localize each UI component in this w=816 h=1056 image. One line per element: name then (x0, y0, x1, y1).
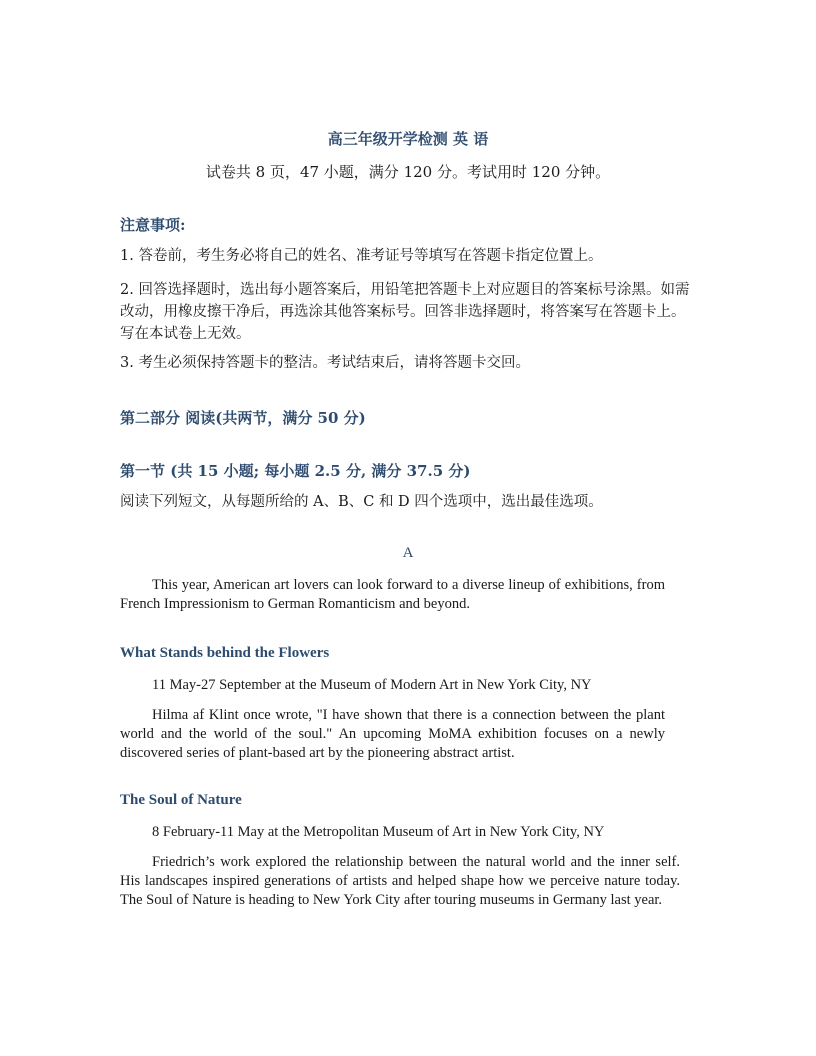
exam-info: 试卷共 8 页，47 小题，满分 120 分。考试用时 120 分钟。 (205, 163, 611, 181)
part2-heading: 第二部分 阅读(共两节，满分 50 分) (120, 409, 366, 427)
notice-item-1: 1. 答卷前，考生务必将自己的姓名、准考证号等填写在答题卡指定位置上。 (120, 248, 603, 264)
notice-item-3: 3. 考生必须保持答题卡的整洁。考试结束后，请将答题卡交回。 (120, 355, 530, 371)
exhibit-1-text: Hilma af Klint once wrote, "I have shown that there is a connection between the plant world and the world of the soul." An upcoming MoMA exhibition focuses on a newly discovered series of plant-based art by the pioneering abstract artist. (120, 707, 665, 761)
passage-intro: This year, American art lovers can look forward to a diverse lineup of exhibitions, from French Impressionism to German Romanticism and beyond. (120, 577, 665, 612)
notice-item-2: 2. 回答选择题时，选出每小题答案后，用铅笔把答题卡上对应题目的答案标号涂黑。如需改动，用橡皮擦干净后，再选涂其他答案标号。回答非选择题时，将答案写在答题卡上。写在本试卷上无效。 (120, 282, 690, 342)
passage-label: A (402, 545, 414, 561)
section1-heading: 第一节 (共 15 小题; 每小题 2.5 分, 满分 37.5 分) (120, 462, 471, 480)
reading-instruction: 阅读下列短文，从每题所给的 A、B、C 和 D 四个选项中，选出最佳选项。 (120, 494, 603, 510)
notice-heading: 注意事项: (120, 216, 186, 234)
exhibit-1-title: What Stands behind the Flowers (120, 645, 330, 661)
exhibit-1-date-place: 11 May-27 September at the Museum of Modern Art in New York City, NY (152, 677, 592, 693)
exhibit-2-text: Friedrich’s work explored the relationship between the natural world and the inner self. His landscapes inspired generations of artists and helped shape how we perceive nature today. The Soul of Nature is heading to New York City after touring museums in Germany last year. (120, 854, 680, 908)
exhibit-2-title: The Soul of Nature (120, 792, 242, 808)
exhibit-2-date-place: 8 February-11 May at the Metropolitan Museum of Art in New York City, NY (152, 824, 605, 840)
page-title: 高三年级开学检测 英 语 (327, 130, 489, 148)
